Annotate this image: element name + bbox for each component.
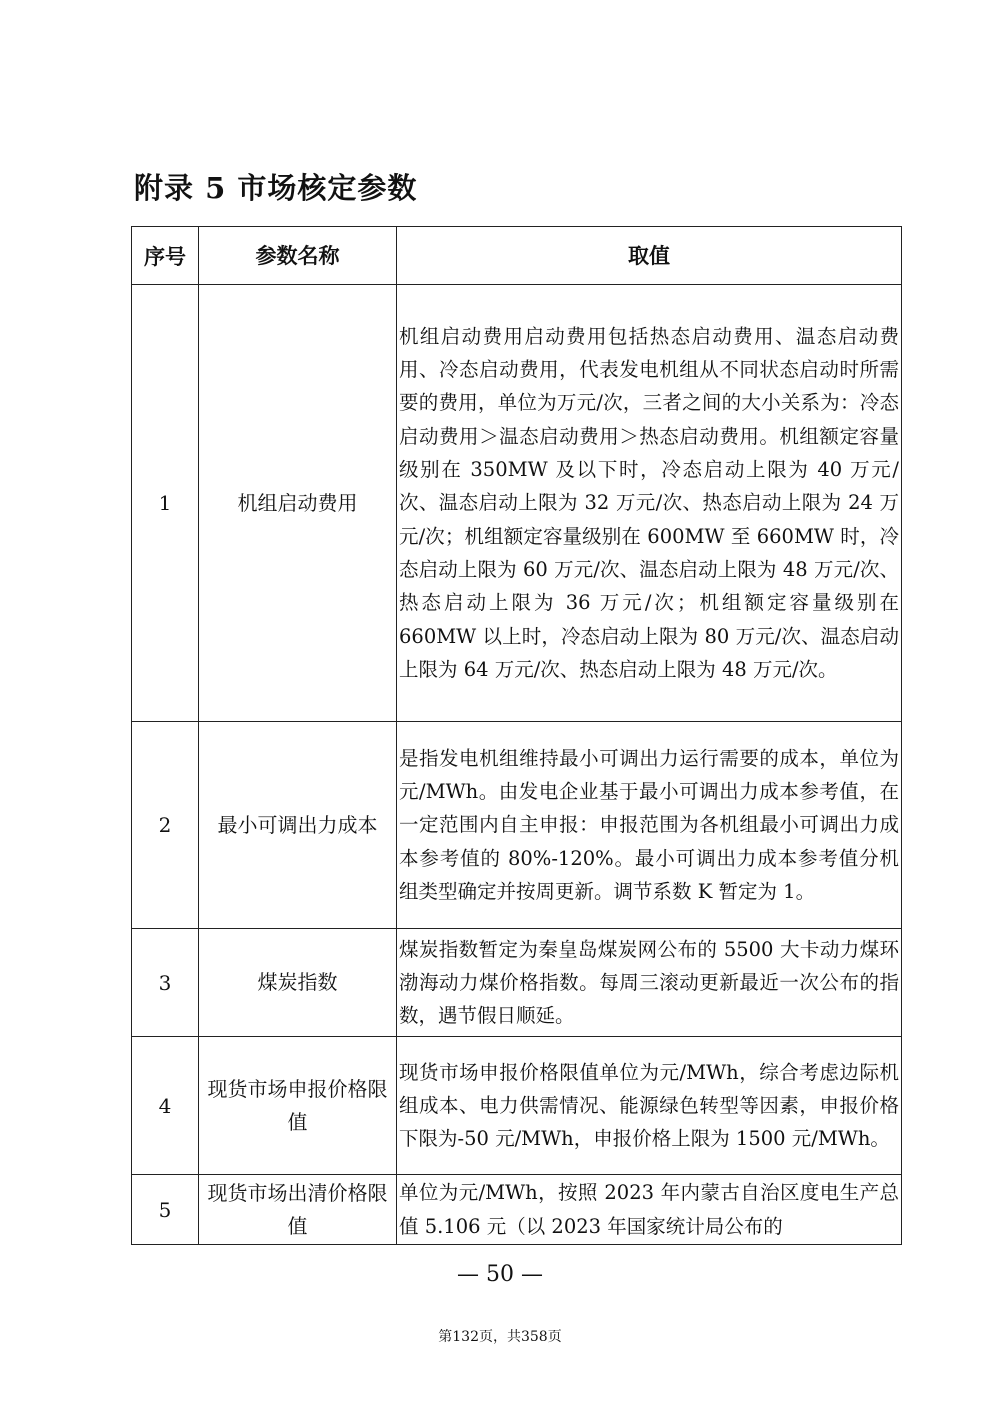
header-name: 参数名称: [199, 227, 397, 285]
row-value: 单位为元/MWh，按照 2023 年内蒙古自治区度电生产总值 5.106 元（以 2023 年国家统计局公布的: [397, 1175, 902, 1245]
table-row: [132, 929, 902, 1037]
row-no: 3: [132, 929, 199, 1037]
row-no: 4: [132, 1037, 199, 1175]
page-title: 附录 5 市场核定参数: [134, 171, 418, 205]
row-name: 最小可调出力成本: [199, 722, 397, 929]
row-no: 5: [132, 1175, 199, 1245]
header-no: 序号: [132, 227, 199, 285]
table-row: [132, 285, 902, 722]
row-no: 2: [132, 722, 199, 929]
row-value: 是指发电机组维持最小可调出力运行需要的成本，单位为元/MWh。由发电企业基于最小可调出力成本参考值，在一定范围内自主申报：申报范围为各机组最小可调出力成本参考值的 80%-120%。最小可调出力成本参考值分机组类型确定并按周更新。调节系数 K 暂定为 1。: [397, 722, 902, 929]
table-row: [132, 1175, 902, 1245]
row-value: 煤炭指数暂定为秦皇岛煤炭网公布的 5500 大卡动力煤环渤海动力煤价格指数。每周三滚动更新最近一次公布的指数，遇节假日顺延。: [397, 929, 902, 1037]
row-name: 现货市场出清价格限值: [199, 1175, 397, 1245]
row-name: 机组启动费用: [199, 285, 397, 722]
table-header-row: [132, 227, 902, 285]
row-name: 现货市场申报价格限值: [199, 1037, 397, 1175]
row-value: 现货市场申报价格限值单位为元/MWh，综合考虑边际机组成本、电力供需情况、能源绿色转型等因素，申报价格下限为-50 元/MWh，申报价格上限为 1500 元/MWh。: [397, 1037, 902, 1175]
page-footer: 第132页，共358页: [438, 1329, 562, 1345]
table-row: [132, 1037, 902, 1175]
header-value: 取值: [397, 227, 902, 285]
table-row: [132, 722, 902, 929]
row-value: 机组启动费用启动费用包括热态启动费用、温态启动费用、冷态启动费用，代表发电机组从不同状态启动时所需要的费用，单位为万元/次，三者之间的大小关系为：冷态启动费用＞温态启动费用＞热态启动费用。机组额定容量级别在 350MW 及以下时，冷态启动上限为 40 万元/次、温态启动上限为 32 万元/次、热态启动上限为 24 万元/次；机组额定容量级别在 600MW 至 660MW 时，冷态启动上限为 60 万元/次、温态启动上限为 48 万元/次、热态启动上限为 36 万元/次；机组额定容量级别在 660MW 以上时，冷态启动上限为 80 万元/次、温态启动上限为 64 万元/次、热态启动上限为 48 万元/次。: [397, 285, 902, 722]
page-number: — 50 —: [457, 1262, 543, 1287]
row-no: 1: [132, 285, 199, 722]
parameters-table: [131, 226, 902, 1245]
row-name: 煤炭指数: [199, 929, 397, 1037]
